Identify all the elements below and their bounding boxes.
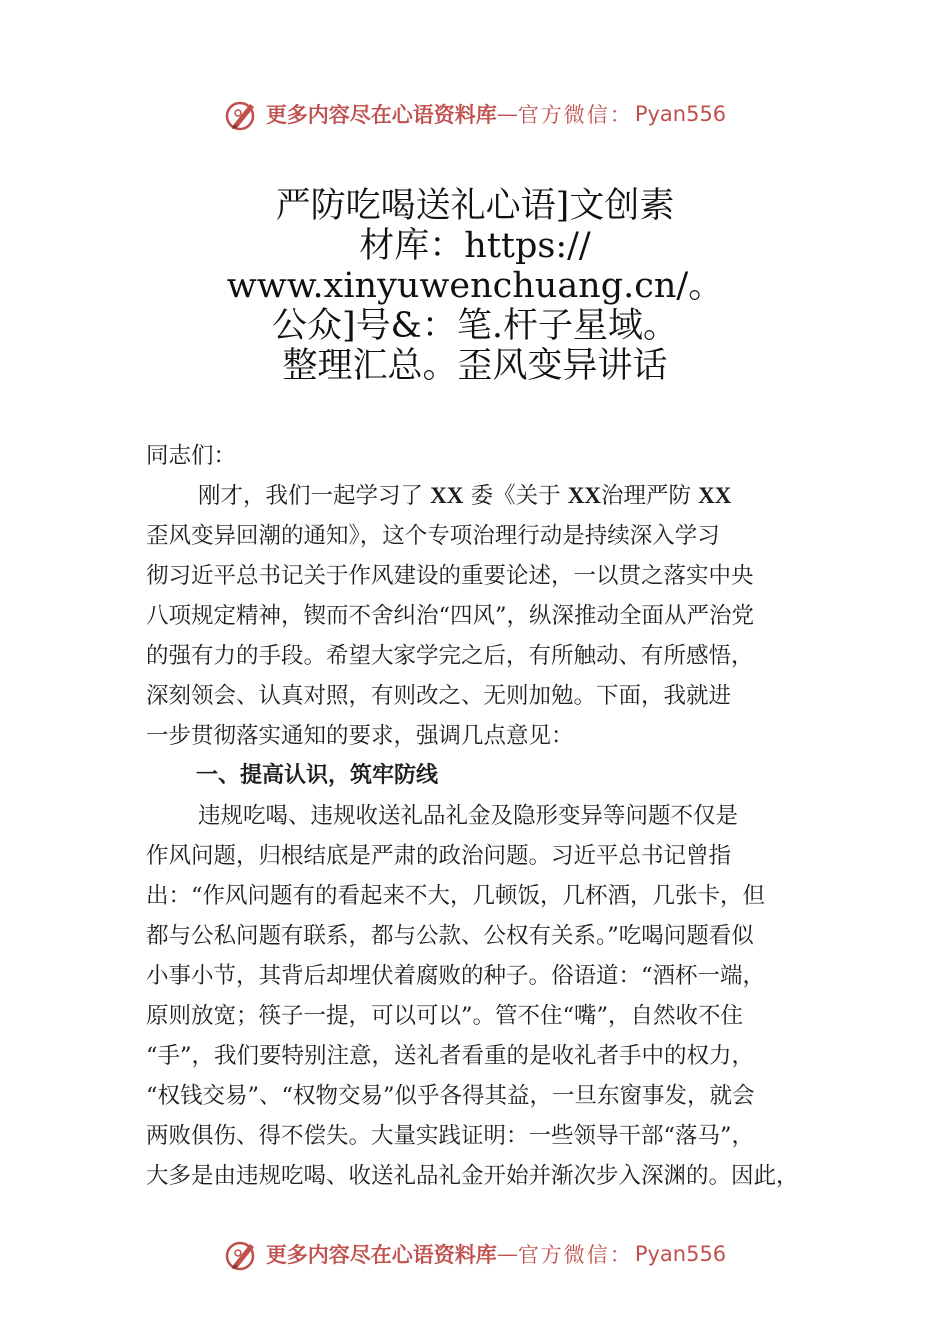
paragraph-line: 违规吃喝、违规收送礼品礼金及隐形变异等问题不仅是 (198, 803, 739, 829)
text-run: 委《关于 (470, 483, 561, 509)
text-run: XX (698, 483, 732, 508)
watermark-contact-label: 官方微信： (517, 1243, 633, 1267)
paragraph-line: 彻习近平总书记关于作风建设的重要论述，一以贯之落实中央 (146, 563, 754, 589)
paragraph-line: 小事小节，其背后却埋伏着腐败的种子。俗语道：“酒杯一端， (146, 963, 766, 989)
title-line: 材库：https:// (359, 226, 591, 266)
watermark-dash: — (496, 102, 518, 126)
document-title (0, 186, 950, 386)
paragraph-line (146, 476, 826, 516)
watermark-dash: — (496, 1242, 518, 1266)
paragraph-line: 原则放宽；筷子一提，可以可以”。管不住“嘴”，自然收不住 (146, 1003, 744, 1029)
paragraph-line: 八项规定精神，锲而不舍纠治“四风”，纵深推动全面从严治党 (146, 603, 755, 629)
title-line: 公众]号&：笔.杆子星域。 (272, 306, 678, 346)
watermark-contact-label: 官方微信： (517, 103, 633, 127)
title-line: www.xinyuwenchuang.cn/。 (226, 266, 724, 306)
text-run: XX (430, 483, 464, 508)
paragraph-line: 两败俱伤、得不偿失。大量实践证明：一些领导干部“落马”， (146, 1123, 755, 1149)
salutation: 同志们： (146, 443, 237, 469)
watermark-text: 更多内容尽在心语资料库 (265, 102, 497, 127)
watermark-text: 更多内容尽在心语资料库 (265, 1242, 497, 1267)
paragraph-line: 作风问题，归根结底是严肃的政治问题。习近平总书记曾指 (146, 843, 732, 869)
section-heading: 一、提高认识，筑牢防线 (196, 763, 439, 788)
paragraph-line: “手”，我们要特别注意，送礼者看重的是收礼者手中的权力， (146, 1043, 755, 1069)
text-run: 治理严防 (600, 483, 691, 509)
text-run: XX (567, 483, 601, 508)
pen-logo-icon (224, 1236, 260, 1272)
text-run: 刚才，我们一起学习了 (198, 483, 424, 509)
paragraph-line: 深刻领会、认真对照，有则改之、无则加勉。下面，我就进 (146, 683, 732, 709)
title-line: 严防吃喝送礼心语]文创素 (275, 186, 675, 226)
title-line: 整理汇总。歪风变异讲话 (282, 346, 668, 386)
watermark-contact-id: Pyan556 (634, 1242, 727, 1266)
paragraph-line: 的强有力的手段。希望大家学完之后，有所触动、有所感悟， (146, 643, 754, 669)
paragraph-line: 一步贯彻落实通知的要求，强调几点意见： (146, 723, 574, 749)
paragraph-line: 歪风变异回潮的通知》，这个专项治理行动是持续深入学习 (146, 523, 720, 549)
paragraph-line: 都与公私问题有联系，都与公款、公权有关系。”吃喝问题看似 (146, 923, 754, 949)
paragraph-line: 大多是由违规吃喝、收送礼品礼金开始并渐次步入深渊的。因此， (146, 1163, 799, 1189)
paragraph-line: 出：“作风问题有的看起来不大，几顿饭，几杯酒，几张卡，但 (146, 883, 766, 909)
watermark-contact-id: Pyan556 (634, 102, 727, 126)
header-watermark (0, 92, 950, 136)
pen-logo-icon (224, 96, 260, 132)
paragraph-line: “权钱交易”、“权物交易”似乎各得其益，一旦东窗事发，就会 (146, 1083, 755, 1109)
document-body (146, 436, 826, 1196)
footer-watermark (0, 1232, 950, 1276)
